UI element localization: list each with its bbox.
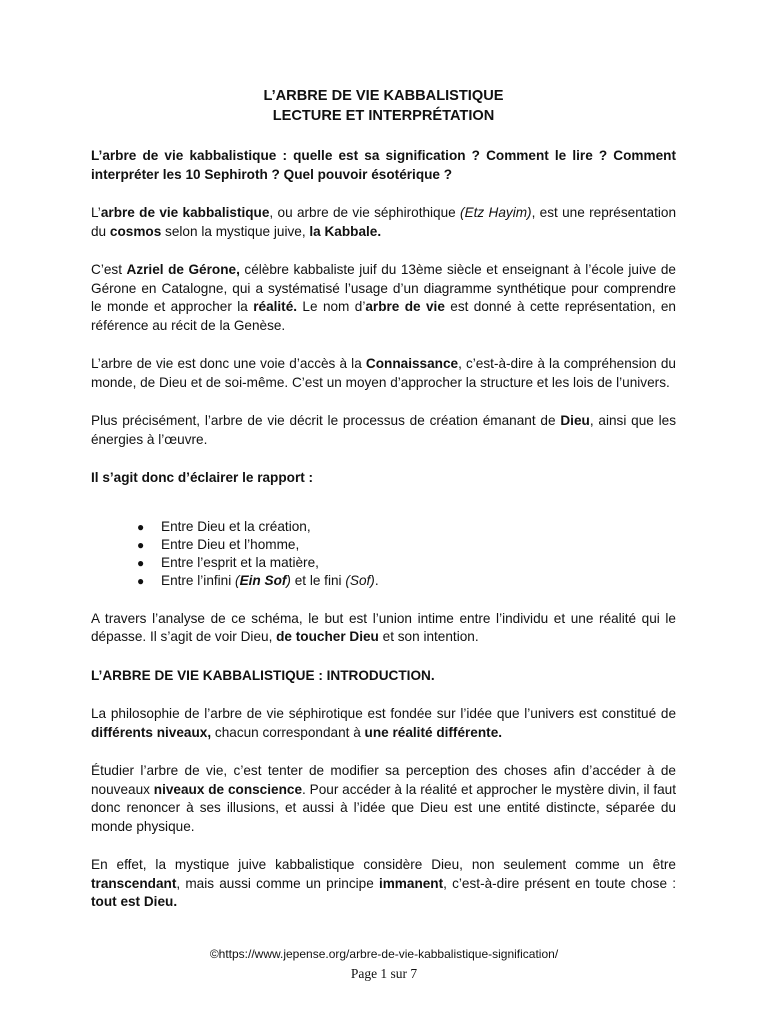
paragraph-definition (91, 204, 676, 241)
bold-segment: cosmos (109, 223, 162, 239)
bold-segment: Connaissance (365, 356, 459, 371)
bullet-icon: ● (137, 519, 145, 534)
title-line-2: LECTURE ET INTERPRÉTATION (272, 108, 495, 124)
bold-segment: Dieu (560, 413, 590, 428)
paragraph-creation (91, 412, 676, 449)
bold-segment: arbre de vie kabbalistique (100, 205, 270, 220)
bold-segment: une réalité différente. (364, 724, 503, 740)
text-segment: L’arbre de vie est donc une voie d’accès à la (91, 356, 366, 371)
section-heading (91, 667, 676, 686)
text-segment: , mais aussi comme un principe (176, 875, 379, 891)
italic-segment: (Sof) (345, 572, 375, 588)
intro-question (91, 147, 676, 184)
paragraph-union (91, 610, 676, 647)
text-segment: selon la mystique juive, (161, 223, 310, 239)
text-segment: La philosophie de l’arbre de vie séphirotique est fondée sur l’idée que l’univers est constitué de (91, 706, 676, 721)
text-segment: Plus précisément, l’arbre de vie décrit le processus de création émanant de (91, 413, 561, 428)
italic-segment: ( (235, 572, 240, 588)
footer-page-number: Page 1 sur 7 (350, 966, 418, 981)
paragraph-conscience (91, 762, 676, 836)
list-item (91, 554, 676, 572)
paragraph-niveaux (91, 705, 676, 742)
bullet-icon: ● (137, 537, 145, 552)
text-segment: Entre l’infini (161, 572, 236, 588)
bold-segment: tout est Dieu. (91, 894, 178, 909)
list-item (91, 518, 676, 536)
text-segment: Étudier l’arbre de vie, c’est tenter de modifier sa perception des choses afin d’accéder à de nouveaux (91, 763, 676, 797)
text-segment: chacun correspondant à (211, 724, 365, 740)
text-segment: , est une représentation du (91, 205, 677, 239)
list-item-text: Entre Dieu et la création, (161, 518, 311, 534)
list-item (91, 536, 676, 554)
bold-segment: arbre de vie (365, 299, 445, 314)
bold-segment: réalité. (253, 299, 298, 314)
bold-segment: différents niveaux, (91, 724, 212, 740)
intro-question-text: L’arbre de vie kabbalistique : quelle est sa signification ? Comment le lire ? Comment interpréter les 10 Sephiroth ? Quel pouvoir ésotérique ? (91, 148, 676, 182)
text-segment: A travers l’analyse de ce schéma, le but est l’union intime entre l’individu et une réalité qui le dépasse. Il s’agit de voir Dieu, (91, 610, 676, 644)
bold-segment: Il s’agit donc d’éclairer le rapport : (91, 470, 314, 485)
text-segment: , ainsi que les énergies à l’œuvre. (91, 413, 677, 447)
document-page (91, 86, 676, 932)
list-item-text: Entre l’esprit et la matière, (161, 554, 319, 570)
bold-segment: Azriel de Gérone, (126, 262, 240, 277)
text-segment: célèbre kabbaliste juif du 13ème siècle et enseignant à l’école juive de Gérone en Catalogne, qui a systématisé l’usage d’un diagramme synthétique pour comprendre le monde et approcher la (91, 262, 676, 314)
document-title (91, 86, 676, 126)
list-item (91, 572, 676, 590)
text-segment: . (374, 572, 379, 588)
italic-segment: (Etz Hayim) (460, 205, 532, 220)
text-segment: , c’est-à-dire à la compréhension du monde, de Dieu et de soi-même. C’est un moyen d’approcher la structure et les lois de l’univers. (91, 356, 676, 390)
paragraph-rapport-lead (91, 469, 676, 488)
rapport-list (91, 506, 676, 590)
italic-segment: ) (286, 572, 291, 588)
text-segment: En effet, la mystique juive kabbalistique considère Dieu, non seulement comme un être (91, 857, 676, 872)
bold-segment: immanent (378, 875, 444, 891)
text-segment: C’est (91, 262, 127, 277)
text-segment: , ou arbre de vie séphirothique (269, 205, 461, 220)
title-line-1: L’ARBRE DE VIE KABBALISTIQUE (263, 88, 504, 104)
text-segment: Le nom d’ (297, 299, 366, 314)
text-segment: et le fini (290, 572, 346, 588)
footer-source-url: ©https://www.jepense.org/arbre-de-vie-kabbalistique-signification/ (209, 947, 559, 961)
paragraph-azriel (91, 261, 676, 335)
bold-italic-segment: Ein Sof (239, 572, 287, 588)
bold-segment: niveaux de conscience (153, 781, 303, 797)
text-segment: , c’est-à-dire présent en toute chose : (443, 875, 676, 891)
bold-segment: de toucher Dieu (276, 629, 379, 644)
text-segment: et son intention. (378, 629, 479, 644)
text-segment: L’ (91, 205, 101, 220)
section-heading-text: L’ARBRE DE VIE KABBALISTIQUE : INTRODUCTION. (91, 667, 435, 683)
paragraph-immanent (91, 856, 676, 912)
bullet-icon: ● (137, 555, 145, 570)
bold-segment: la Kabbale. (309, 223, 382, 239)
text-segment: est donné à cette représentation, en référence au récit de la Genèse. (91, 299, 676, 333)
bold-segment: transcendant (91, 875, 177, 891)
bullet-icon: ● (137, 573, 145, 588)
paragraph-connaissance (91, 355, 676, 392)
list-item-text: Entre Dieu et l’homme, (161, 536, 300, 552)
text-segment: . Pour accéder à la réalité et approcher le mystère divin, il faut donc renoncer à ses illusions, et aussi à l’idée que Dieu est une entité distincte, séparée du monde physique. (91, 781, 676, 834)
